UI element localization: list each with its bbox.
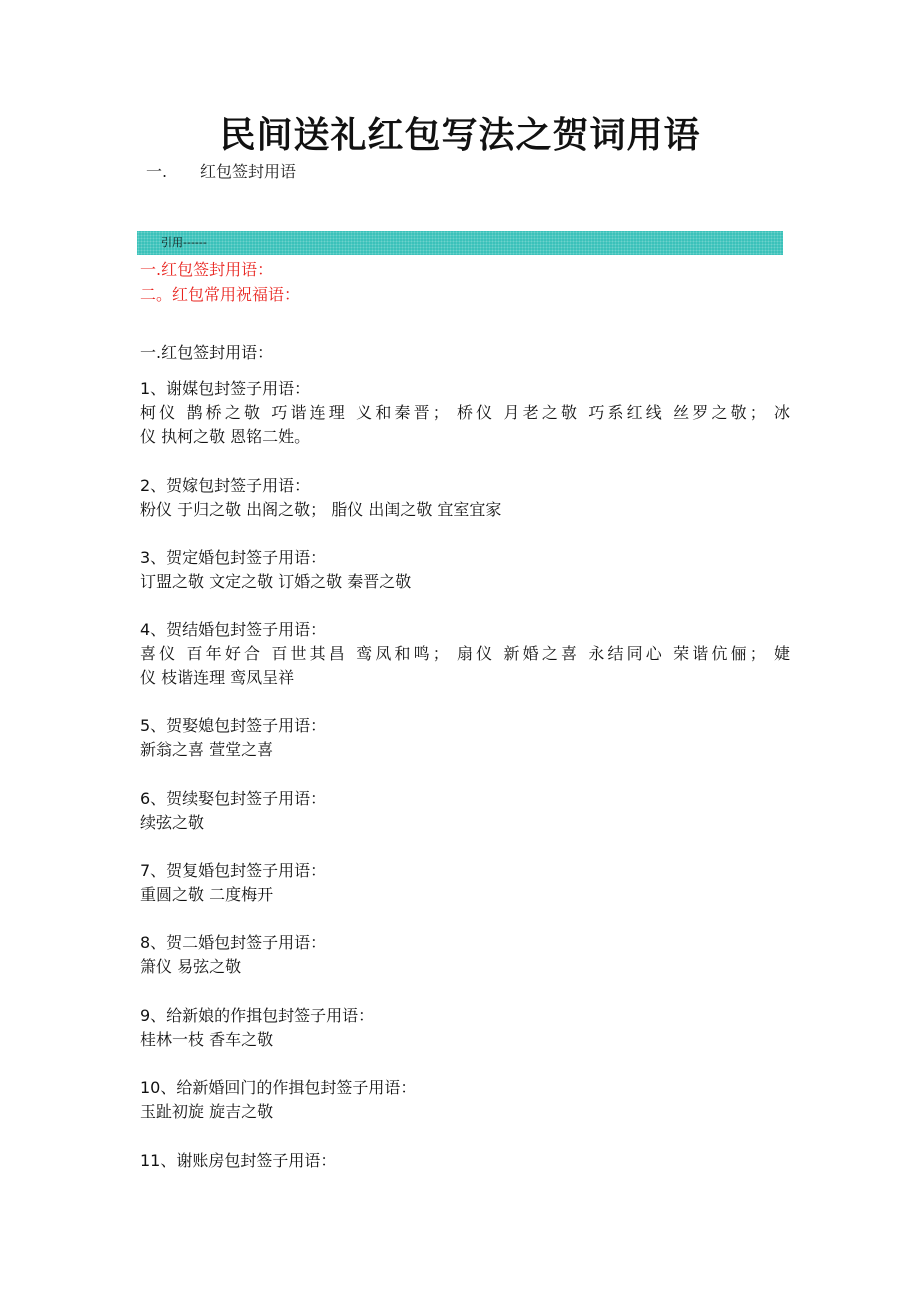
entry-line: 重圆之敬 二度梅开 xyxy=(140,885,274,904)
entry-line: 续弦之敬 xyxy=(140,813,205,832)
entry-4 xyxy=(140,618,790,690)
entry-title: 2、贺嫁包封签子用语： xyxy=(140,476,311,495)
entry-line: 仪 枝谐连理 鸾凤呈祥 xyxy=(140,668,295,687)
toc-link-1[interactable]: 一.红包签封用语： xyxy=(140,260,274,279)
entry-2 xyxy=(140,474,790,522)
entry-3 xyxy=(140,546,790,594)
entry-title: 1、谢媒包封签子用语： xyxy=(140,379,311,398)
entry-title: 11、谢账房包封签子用语： xyxy=(140,1151,337,1170)
entry-1 xyxy=(140,377,790,449)
subtitle-number: 一. xyxy=(146,162,168,181)
subtitle xyxy=(146,161,296,183)
entry-line: 仪 执柯之敬 恩铭二姓。 xyxy=(140,427,311,446)
subtitle-text: 红包签封用语 xyxy=(200,162,297,181)
entry-title: 9、给新娘的作揖包封签子用语： xyxy=(140,1006,375,1025)
entry-line: 喜仪 百年好合 百世其昌 鸾凤和鸣； 扇仪 新婚之喜 永结同心 荣谐伉俪； 婕 xyxy=(140,644,790,663)
entry-8 xyxy=(140,931,790,979)
entry-7 xyxy=(140,859,790,907)
entry-11 xyxy=(140,1149,790,1173)
entry-5 xyxy=(140,714,790,762)
entry-line: 订盟之敬 文定之敬 订婚之敬 秦晋之敬 xyxy=(140,572,412,591)
entry-title: 5、贺娶媳包封签子用语： xyxy=(140,716,327,735)
entry-title: 7、贺复婚包封签子用语： xyxy=(140,861,327,880)
quote-label: 引用------ xyxy=(161,236,207,249)
entry-9 xyxy=(140,1004,790,1052)
quote-bar xyxy=(137,231,783,255)
entry-10 xyxy=(140,1076,790,1124)
entry-line: 新翁之喜 萱堂之喜 xyxy=(140,740,274,759)
entry-title: 10、给新婚回门的作揖包封签子用语： xyxy=(140,1078,417,1097)
entry-line: 箫仪 易弦之敬 xyxy=(140,957,242,976)
entry-title: 3、贺定婚包封签子用语： xyxy=(140,548,327,567)
section-heading: 一.红包签封用语： xyxy=(140,343,274,362)
entry-title: 4、贺结婚包封签子用语： xyxy=(140,620,327,639)
toc-link-2[interactable]: 二。红包常用祝福语： xyxy=(140,285,301,304)
entry-6 xyxy=(140,787,790,835)
entry-line: 玉趾初旋 旋吉之敬 xyxy=(140,1102,274,1121)
entry-line: 桂林一枝 香车之敬 xyxy=(140,1030,274,1049)
entry-title: 8、贺二婚包封签子用语： xyxy=(140,933,327,952)
entry-line: 粉仪 于归之敬 出阁之敬； 脂仪 出闺之敬 宜室宜家 xyxy=(140,500,502,519)
entry-line: 柯仪 鹊桥之敬 巧谐连理 义和秦晋； 桥仪 月老之敬 巧系红线 丝罗之敬； 冰 xyxy=(140,403,790,422)
entry-title: 6、贺续娶包封签子用语： xyxy=(140,789,327,808)
page-title: 民间送礼红包写法之贺词用语 xyxy=(219,115,701,156)
